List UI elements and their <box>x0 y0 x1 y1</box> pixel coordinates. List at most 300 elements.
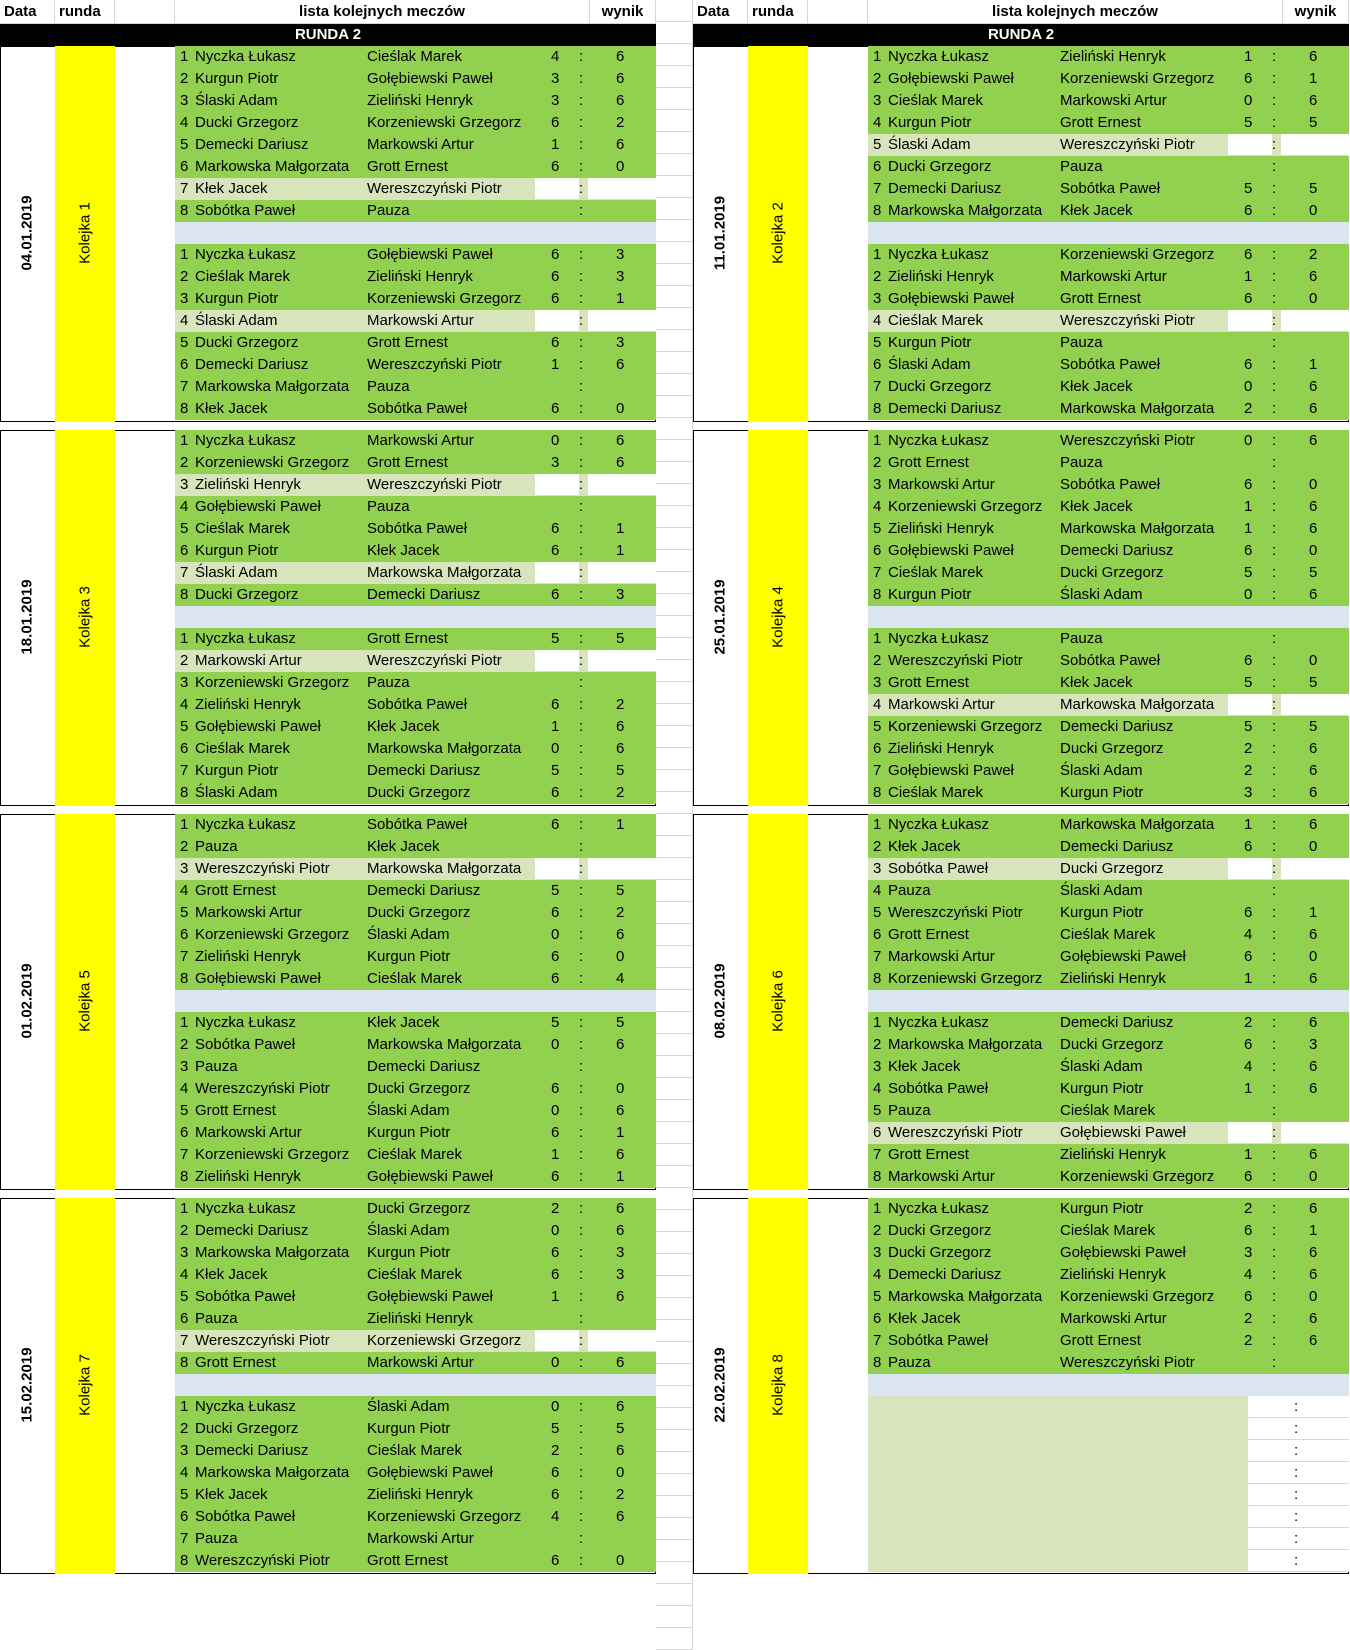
match-row[interactable] <box>868 628 1349 650</box>
score-input-home[interactable] <box>535 178 579 199</box>
match-row[interactable] <box>175 946 656 968</box>
match-row[interactable] <box>868 738 1349 760</box>
player-home: Ducki Grzegorz <box>888 378 992 395</box>
score-home: 5 <box>551 882 560 899</box>
match-row[interactable] <box>175 1166 656 1188</box>
match-row[interactable] <box>175 1550 656 1572</box>
score-separator: : <box>1272 70 1277 87</box>
match-row[interactable] <box>868 694 1349 716</box>
player-home: Kurgun Piotr <box>888 334 972 351</box>
grid-gap-cell <box>656 66 693 88</box>
match-row[interactable] <box>175 924 656 946</box>
match-number: 8 <box>873 586 882 603</box>
score-input-away[interactable] <box>588 1330 656 1351</box>
match-date: 22.02.2019 <box>711 1347 729 1423</box>
match-row[interactable] <box>868 178 1349 200</box>
score-input-home[interactable] <box>1228 134 1272 155</box>
player-home: Demecki Dariusz <box>888 1266 1002 1283</box>
match-row[interactable] <box>175 814 656 836</box>
match-row[interactable] <box>175 760 656 782</box>
score-separator: : <box>1272 740 1277 757</box>
header-wynik[interactable]: wynik <box>1283 0 1349 24</box>
score-home: 6 <box>1244 542 1253 559</box>
score-away: 6 <box>1309 816 1318 833</box>
score-separator: : <box>1272 114 1277 131</box>
player-away: Grott Ernest <box>367 158 448 175</box>
grid-gap-cell <box>656 374 693 396</box>
score-away: 6 <box>616 926 625 943</box>
player-away: Wereszczyński Piotr <box>1060 312 1195 329</box>
match-row[interactable] <box>175 540 656 562</box>
round-title: RUNDA 2 <box>0 24 656 46</box>
score-separator: : <box>579 290 584 307</box>
score-separator: : <box>579 784 584 801</box>
match-row[interactable] <box>175 1462 656 1484</box>
match-number: 2 <box>873 70 882 87</box>
grid-gap-cell <box>656 22 693 44</box>
match-row[interactable] <box>868 474 1349 496</box>
match-row[interactable] <box>175 584 656 606</box>
score-home: 6 <box>551 1244 560 1261</box>
match-number: 6 <box>180 158 189 175</box>
match-row[interactable] <box>175 1396 656 1418</box>
player-away: Demecki Dariusz <box>367 586 481 603</box>
score-separator: : <box>579 1552 584 1569</box>
score-home: 4 <box>1244 926 1253 943</box>
score-home: 1 <box>551 1146 560 1163</box>
score-separator: : <box>579 970 584 987</box>
player-home: Gołębiewski Paweł <box>888 762 1014 779</box>
match-number: 5 <box>873 334 882 351</box>
match-number: 1 <box>873 816 882 833</box>
player-home: Pauza <box>195 1530 238 1547</box>
empty-score-cell[interactable] <box>1248 1550 1349 1572</box>
match-row[interactable] <box>175 1220 656 1242</box>
match-row[interactable] <box>175 1100 656 1122</box>
grid-gap-cell <box>656 1474 693 1496</box>
match-row[interactable] <box>868 496 1349 518</box>
score-separator: : <box>579 1332 584 1349</box>
separator-row <box>175 990 656 1012</box>
match-row[interactable] <box>175 68 656 90</box>
header-lista[interactable]: lista kolejnych meczów <box>175 0 590 24</box>
match-row[interactable] <box>868 398 1349 420</box>
empty-matches-area[interactable] <box>868 1396 1248 1572</box>
grid-gap-cell <box>656 1298 693 1320</box>
match-row[interactable] <box>175 310 656 332</box>
match-row[interactable] <box>175 968 656 990</box>
score-away: 5 <box>616 630 625 647</box>
match-row[interactable] <box>868 200 1349 222</box>
score-input-home[interactable] <box>1228 1122 1272 1143</box>
match-row[interactable] <box>175 836 656 858</box>
score-input-away[interactable] <box>588 178 656 199</box>
score-home: 6 <box>551 520 560 537</box>
score-away: 0 <box>1309 542 1318 559</box>
match-row[interactable] <box>175 244 656 266</box>
match-row[interactable] <box>175 354 656 376</box>
match-row[interactable] <box>175 672 656 694</box>
match-number: 1 <box>180 1200 189 1217</box>
player-away: Gołębiewski Paweł <box>367 1168 493 1185</box>
score-home: 2 <box>1244 1014 1253 1031</box>
match-row[interactable] <box>175 178 656 200</box>
empty-score-cell[interactable] <box>1248 1462 1349 1484</box>
match-row[interactable] <box>868 1220 1349 1242</box>
score-separator: : <box>1272 520 1277 537</box>
empty-score-cell[interactable] <box>1248 1418 1349 1440</box>
match-row[interactable] <box>868 584 1349 606</box>
score-home: 6 <box>551 1080 560 1097</box>
player-home: Ducki Grzegorz <box>195 114 299 131</box>
match-row[interactable] <box>175 1418 656 1440</box>
score-input-away[interactable] <box>1281 694 1349 715</box>
match-row[interactable] <box>868 1264 1349 1286</box>
match-row[interactable] <box>868 46 1349 68</box>
player-away: Wereszczyński Piotr <box>367 476 502 493</box>
match-row[interactable] <box>868 288 1349 310</box>
match-row[interactable] <box>868 858 1349 880</box>
header-runda[interactable]: runda <box>55 0 115 24</box>
score-away: 1 <box>616 816 625 833</box>
match-row[interactable] <box>868 760 1349 782</box>
match-row[interactable] <box>175 562 656 584</box>
match-row[interactable] <box>175 1034 656 1056</box>
score-home: 6 <box>551 400 560 417</box>
score-input-away[interactable] <box>588 858 656 879</box>
score-input-away[interactable] <box>588 650 656 671</box>
match-row[interactable] <box>175 1330 656 1352</box>
match-row[interactable] <box>175 716 656 738</box>
score-away: 6 <box>616 356 625 373</box>
separator-row <box>175 222 656 244</box>
player-home: Nyczka Łukasz <box>195 48 296 65</box>
grid-gap-cell <box>656 440 693 462</box>
player-home: Gołębiewski Paweł <box>888 70 1014 87</box>
match-row[interactable] <box>868 716 1349 738</box>
match-row[interactable] <box>868 562 1349 584</box>
match-number: 6 <box>180 926 189 943</box>
match-date: 15.02.2019 <box>18 1347 36 1423</box>
header-data[interactable]: Data <box>0 0 55 24</box>
score-away: 6 <box>1309 1266 1318 1283</box>
score-separator: : <box>1272 784 1277 801</box>
grid-gap-cell <box>656 792 693 814</box>
score-input-away[interactable] <box>588 562 656 583</box>
score-separator: : <box>579 1124 584 1141</box>
score-input-home[interactable] <box>1228 858 1272 879</box>
grid-gap-cell <box>656 330 693 352</box>
match-row[interactable] <box>175 376 656 398</box>
match-number: 3 <box>873 860 882 877</box>
match-row[interactable] <box>868 1144 1349 1166</box>
score-away: 2 <box>616 784 625 801</box>
player-home: Demecki Dariusz <box>195 1222 309 1239</box>
score-home: 6 <box>551 114 560 131</box>
header-runda[interactable]: runda <box>748 0 808 24</box>
grid-gap-cell <box>656 1012 693 1034</box>
match-row[interactable] <box>175 694 656 716</box>
match-row[interactable] <box>868 540 1349 562</box>
match-row[interactable] <box>868 1166 1349 1188</box>
score-separator: : <box>579 586 584 603</box>
player-home: Markowski Artur <box>195 904 302 921</box>
match-row[interactable] <box>868 518 1349 540</box>
grid-gap-cell <box>656 132 693 154</box>
player-away: Gołębiewski Paweł <box>367 1288 493 1305</box>
match-row[interactable] <box>868 1286 1349 1308</box>
empty-score-cell[interactable] <box>1248 1484 1349 1506</box>
player-away: Korzeniewski Grzegorz <box>367 290 522 307</box>
score-separator: : <box>1272 882 1277 899</box>
player-home: Korzeniewski Grzegorz <box>195 1146 350 1163</box>
match-row[interactable] <box>868 310 1349 332</box>
player-away: Korzeniewski Grzegorz <box>367 1332 522 1349</box>
match-row[interactable] <box>868 782 1349 804</box>
match-row[interactable] <box>868 1012 1349 1034</box>
score-away: 1 <box>616 520 625 537</box>
match-row[interactable] <box>175 628 656 650</box>
player-home: Markowska Małgorzata <box>888 1036 1043 1053</box>
score-input-home[interactable] <box>535 1330 579 1351</box>
score-separator: : <box>579 718 584 735</box>
match-row[interactable] <box>175 858 656 880</box>
match-row[interactable] <box>868 376 1349 398</box>
score-separator: : <box>1272 158 1277 175</box>
player-away: Markowska Małgorzata <box>1060 696 1215 713</box>
match-row[interactable] <box>868 924 1349 946</box>
match-row[interactable] <box>175 1528 656 1550</box>
player-home: Kłek Jacek <box>888 1310 961 1327</box>
match-row[interactable] <box>175 902 656 924</box>
match-row[interactable] <box>175 1352 656 1374</box>
score-away: 1 <box>1309 904 1318 921</box>
score-away: 6 <box>616 740 625 757</box>
match-row[interactable] <box>175 1056 656 1078</box>
match-row[interactable] <box>175 1122 656 1144</box>
empty-score-cell[interactable] <box>1248 1528 1349 1550</box>
score-away: 0 <box>1309 652 1318 669</box>
match-row[interactable] <box>868 1122 1349 1144</box>
match-row[interactable] <box>175 880 656 902</box>
score-input-away[interactable] <box>588 310 656 331</box>
header-lista[interactable]: lista kolejnych meczów <box>868 0 1283 24</box>
player-away: Demecki Dariusz <box>1060 718 1174 735</box>
header-blank[interactable] <box>808 0 868 24</box>
score-home: 6 <box>551 268 560 285</box>
match-row[interactable] <box>868 814 1349 836</box>
grid-gap-cell <box>656 396 693 418</box>
match-row[interactable] <box>175 90 656 112</box>
score-input-away[interactable] <box>1281 310 1349 331</box>
score-away: 6 <box>1309 268 1318 285</box>
player-away: Gołębiewski Paweł <box>367 246 493 263</box>
match-row[interactable] <box>175 1308 656 1330</box>
score-input-away[interactable] <box>1281 134 1349 155</box>
grid-gap-cell <box>656 462 693 484</box>
score-input-home[interactable] <box>535 474 579 495</box>
match-row[interactable] <box>868 90 1349 112</box>
grid-gap-cell <box>656 110 693 132</box>
match-row[interactable] <box>868 902 1349 924</box>
player-away: Sobótka Paweł <box>1060 356 1161 373</box>
match-row[interactable] <box>175 650 656 672</box>
match-number: 7 <box>180 564 189 581</box>
score-home: 2 <box>1244 740 1253 757</box>
grid-gap-cell <box>656 154 693 176</box>
player-home: Cieślak Marek <box>888 784 984 801</box>
player-away: Kurgun Piotr <box>1060 1080 1144 1097</box>
score-home: 0 <box>551 740 560 757</box>
player-home: Markowski Artur <box>888 948 995 965</box>
header-wynik[interactable]: wynik <box>590 0 656 24</box>
grid-gap-cell <box>656 660 693 682</box>
score-input-away[interactable] <box>1281 858 1349 879</box>
match-row[interactable] <box>175 46 656 68</box>
header-data[interactable]: Data <box>693 0 748 24</box>
match-row[interactable] <box>175 1286 656 1308</box>
match-row[interactable] <box>868 880 1349 902</box>
match-row[interactable] <box>175 1264 656 1286</box>
empty-score-cell[interactable] <box>1248 1506 1349 1528</box>
match-row[interactable] <box>175 452 656 474</box>
grid-gap-cell <box>656 924 693 946</box>
match-number: 3 <box>180 476 189 493</box>
score-away: 2 <box>616 114 625 131</box>
match-row[interactable] <box>868 134 1349 156</box>
match-row[interactable] <box>175 1484 656 1506</box>
player-home: Cieślak Marek <box>195 268 291 285</box>
match-row[interactable] <box>868 968 1349 990</box>
match-row[interactable] <box>868 1034 1349 1056</box>
score-home: 6 <box>551 246 560 263</box>
match-row[interactable] <box>175 1144 656 1166</box>
player-away: Kłek Jacek <box>1060 378 1133 395</box>
score-input-home[interactable] <box>535 562 579 583</box>
match-number: 5 <box>180 904 189 921</box>
score-input-home[interactable] <box>1228 694 1272 715</box>
match-number: 8 <box>180 1354 189 1371</box>
player-home: Markowska Małgorzata <box>195 158 350 175</box>
score-home: 5 <box>1244 180 1253 197</box>
grid-gap-cell <box>656 1056 693 1078</box>
score-separator: : <box>1272 1080 1277 1097</box>
match-row[interactable] <box>868 430 1349 452</box>
match-row[interactable] <box>175 1440 656 1462</box>
match-row[interactable] <box>868 1056 1349 1078</box>
match-number: 4 <box>873 1266 882 1283</box>
match-row[interactable] <box>175 266 656 288</box>
player-home: Zieliński Henryk <box>195 476 301 493</box>
score-separator: : <box>579 1464 584 1481</box>
score-home: 0 <box>1244 378 1253 395</box>
match-row[interactable] <box>868 156 1349 178</box>
score-input-home[interactable] <box>535 858 579 879</box>
score-away: 0 <box>616 1080 625 1097</box>
score-separator: : <box>1272 542 1277 559</box>
match-row[interactable] <box>175 200 656 222</box>
match-row[interactable] <box>868 332 1349 354</box>
match-row[interactable] <box>868 1330 1349 1352</box>
match-row[interactable] <box>175 288 656 310</box>
match-row[interactable] <box>868 672 1349 694</box>
match-row[interactable] <box>868 1352 1349 1374</box>
match-row[interactable] <box>175 1012 656 1034</box>
score-home: 5 <box>551 1014 560 1031</box>
match-row[interactable] <box>175 782 656 804</box>
score-away: 0 <box>616 400 625 417</box>
score-separator: : <box>579 1200 584 1217</box>
kolejka-label: Kolejka 1 <box>76 202 94 264</box>
match-row[interactable] <box>175 430 656 452</box>
match-row[interactable] <box>868 1308 1349 1330</box>
match-row[interactable] <box>868 836 1349 858</box>
score-away: 2 <box>1309 246 1318 263</box>
match-row[interactable] <box>868 946 1349 968</box>
score-input-home[interactable] <box>535 650 579 671</box>
match-row[interactable] <box>868 452 1349 474</box>
empty-score-cell[interactable] <box>1248 1440 1349 1462</box>
player-home: Korzeniewski Grzegorz <box>888 970 1043 987</box>
score-away: 6 <box>1309 926 1318 943</box>
match-row[interactable] <box>868 68 1349 90</box>
match-row[interactable] <box>175 112 656 134</box>
match-number: 2 <box>180 838 189 855</box>
match-row[interactable] <box>868 244 1349 266</box>
match-row[interactable] <box>175 134 656 156</box>
score-input-home[interactable] <box>535 310 579 331</box>
empty-score-cell[interactable] <box>1248 1396 1349 1418</box>
match-row[interactable] <box>175 1078 656 1100</box>
match-row[interactable] <box>175 332 656 354</box>
score-separator: : <box>579 630 584 647</box>
header-blank[interactable] <box>115 0 175 24</box>
match-row[interactable] <box>868 354 1349 376</box>
score-input-home[interactable] <box>1228 310 1272 331</box>
match-row[interactable] <box>175 738 656 760</box>
player-away: Demecki Dariusz <box>1060 542 1174 559</box>
match-row[interactable] <box>868 650 1349 672</box>
match-number: 6 <box>180 1124 189 1141</box>
score-away: 6 <box>1309 1310 1318 1327</box>
match-number: 4 <box>180 696 189 713</box>
match-row[interactable] <box>868 1100 1349 1122</box>
match-row[interactable] <box>175 1198 656 1220</box>
score-away: 0 <box>1309 838 1318 855</box>
score-separator: : <box>1272 948 1277 965</box>
score-separator: : <box>579 904 584 921</box>
match-row[interactable] <box>175 496 656 518</box>
score-away: 6 <box>1309 1058 1318 1075</box>
match-row[interactable] <box>175 398 656 420</box>
match-row[interactable] <box>175 1242 656 1264</box>
match-row[interactable] <box>175 518 656 540</box>
match-row[interactable] <box>175 1506 656 1528</box>
match-number: 3 <box>180 92 189 109</box>
score-input-away[interactable] <box>588 474 656 495</box>
score-input-away[interactable] <box>1281 1122 1349 1143</box>
match-row[interactable] <box>175 474 656 496</box>
score-separator: : <box>1272 970 1277 987</box>
match-row[interactable] <box>868 266 1349 288</box>
match-row[interactable] <box>868 1242 1349 1264</box>
match-row[interactable] <box>868 1078 1349 1100</box>
grid-gap-cell <box>656 572 693 594</box>
match-row[interactable] <box>868 1198 1349 1220</box>
match-row[interactable] <box>175 156 656 178</box>
match-row[interactable] <box>868 112 1349 134</box>
player-home: Pauza <box>195 1058 238 1075</box>
